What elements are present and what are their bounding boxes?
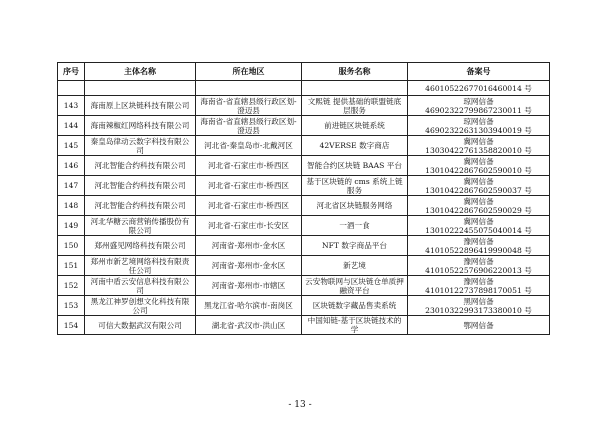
header-record: 备案号 — [408, 63, 550, 81]
registry-table — [57, 62, 550, 335]
region: 河北省-石家庄市-桥西区 — [196, 176, 302, 196]
subject-name: 河北华糖云商营销传播股份有限公司 — [85, 216, 196, 236]
record-number: 13030422761358820010 号 — [425, 145, 532, 155]
record-cell — [408, 296, 550, 316]
subject-name: 河北智能合约科技有限公司 — [85, 156, 196, 176]
record-cell — [408, 96, 550, 116]
region: 海南省-省直辖县级行政区划-澄迈县 — [196, 96, 302, 116]
service-name: 前进链区块链系统 — [302, 116, 408, 136]
record-number: 46902322799867230011 号 — [425, 105, 532, 115]
subject-name: 河北智能合约科技有限公司 — [85, 176, 196, 196]
row-no: 144 — [58, 116, 85, 136]
record-cell — [408, 276, 550, 296]
record-office: 豫网信备 — [463, 276, 494, 286]
record-number: 41010522896419990048 号 — [425, 245, 532, 255]
row-no: 148 — [58, 196, 85, 216]
record-office: 冀网信备 — [463, 156, 494, 166]
region: 黑龙江省-哈尔滨市-南岗区 — [196, 296, 302, 316]
record-office: 冀网信备 — [463, 136, 494, 146]
row-no: 143 — [58, 96, 85, 116]
record-cell — [408, 196, 550, 216]
row-no: 153 — [58, 296, 85, 316]
service-name: NFT 数字商品平台 — [302, 236, 408, 256]
table-row — [58, 116, 550, 136]
record-cell — [408, 176, 550, 196]
table-row — [58, 156, 550, 176]
region: 河北省-石家庄市-长安区 — [196, 216, 302, 236]
table-row — [58, 276, 550, 296]
table-row — [58, 236, 550, 256]
record-number: 46010522677016460014 号 — [408, 81, 550, 96]
table-row — [58, 316, 550, 335]
record-number: 46902322631303940019 号 — [425, 125, 532, 135]
record-cell — [408, 236, 550, 256]
row-no: 145 — [58, 136, 85, 156]
service-name: 河北省区块链服务网络 — [302, 196, 408, 216]
record-office: 豫网信备 — [463, 236, 494, 246]
region: 海南省-省直辖县级行政区划-澄迈县 — [196, 116, 302, 136]
record-number: 23010322993173380010 号 — [425, 305, 532, 315]
record-cell — [408, 256, 550, 276]
row-no: 150 — [58, 236, 85, 256]
row-no: 147 — [58, 176, 85, 196]
subject-name: 郑州市新艺境网络科技有限责任公司 — [85, 256, 196, 276]
record-cell — [408, 156, 550, 176]
header-no: 序号 — [58, 63, 85, 81]
record-cell — [408, 136, 550, 156]
table-row — [58, 136, 550, 156]
region: 湖北省-武汉市-洪山区 — [196, 316, 302, 335]
record-office: 冀网信备 — [463, 176, 494, 186]
subject-name: 河南中盾云安信息科技有限公司 — [85, 276, 196, 296]
region: 河南省-郑州市-市辖区 — [196, 276, 302, 296]
service-name: 新艺境 — [302, 256, 408, 276]
subject-name: 黑龙江神罗创想文化科技有限公司 — [85, 296, 196, 316]
subject-name: 海南辣椒红网络科技有限公司 — [85, 116, 196, 136]
record-office: 琼网信备 — [463, 96, 494, 106]
region: 河北省-秦皇岛市-北戴河区 — [196, 136, 302, 156]
subject-name: 郑州盛见网络科技有限公司 — [85, 236, 196, 256]
row-no: 149 — [58, 216, 85, 236]
table-header-row — [58, 63, 550, 81]
record-office: 冀网信备 — [463, 196, 494, 206]
region: 河南省-郑州市-金水区 — [196, 256, 302, 276]
table-row — [58, 176, 550, 196]
region: 河南省-郑州市-金水区 — [196, 236, 302, 256]
table-row — [58, 96, 550, 116]
record-office: 黑网信备 — [463, 296, 494, 306]
region: 河北省-石家庄市-桥西区 — [196, 196, 302, 216]
record-number: 13010222455075040014 号 — [425, 225, 532, 235]
record-number: 13010422867602590029 号 — [425, 205, 532, 215]
record-office: 鄂网信备 — [463, 320, 494, 330]
subject-name: 秦皇岛律动云数字科技有限公司 — [85, 136, 196, 156]
service-name: 42VERSE 数字商店 — [302, 136, 408, 156]
service-name: 一酒一食 — [302, 216, 408, 236]
table-row — [58, 296, 550, 316]
region: 河北省-石家庄市-桥西区 — [196, 156, 302, 176]
service-name: 基于区块链的 cms 系统上链服务 — [302, 176, 408, 196]
table-row — [58, 216, 550, 236]
subject-name: 海南原上区块链科技有限公司 — [85, 96, 196, 116]
service-name: 文熙链 提供基础的联盟链底层服务 — [302, 96, 408, 116]
page-number: - 13 - — [288, 400, 312, 410]
record-office: 冀网信备 — [463, 216, 494, 226]
header-service: 服务名称 — [302, 63, 408, 81]
record-number: 41010122737898170051 号 — [425, 285, 532, 295]
service-name: 云安物联网与区块链仓单质押融资平台 — [302, 276, 408, 296]
subject-name: 河北智能合约科技有限公司 — [85, 196, 196, 216]
record-cell — [408, 316, 550, 335]
row-no: 146 — [58, 156, 85, 176]
record-office: 琼网信备 — [463, 116, 494, 126]
service-name: 区块链数字藏品售卖系统 — [302, 296, 408, 316]
record-office: 豫网信备 — [463, 256, 494, 266]
table-row-continued — [58, 81, 550, 96]
service-name: 中国知链-基于区块链技术的学 — [302, 316, 408, 335]
record-number: 13010422867602590010 号 — [425, 165, 532, 175]
row-no: 154 — [58, 316, 85, 335]
table-row — [58, 256, 550, 276]
record-number: 13010422867602590037 号 — [425, 185, 532, 195]
row-no: 152 — [58, 276, 85, 296]
subject-name: 可信大数据武汉有限公司 — [85, 316, 196, 335]
record-number: 41010522576906220013 号 — [425, 265, 532, 275]
row-no: 151 — [58, 256, 85, 276]
header-subject: 主体名称 — [85, 63, 196, 81]
record-cell — [408, 116, 550, 136]
header-region: 所在地区 — [196, 63, 302, 81]
table-row — [58, 196, 550, 216]
record-cell — [408, 216, 550, 236]
service-name: 智能合约区块链 BAAS 平台 — [302, 156, 408, 176]
